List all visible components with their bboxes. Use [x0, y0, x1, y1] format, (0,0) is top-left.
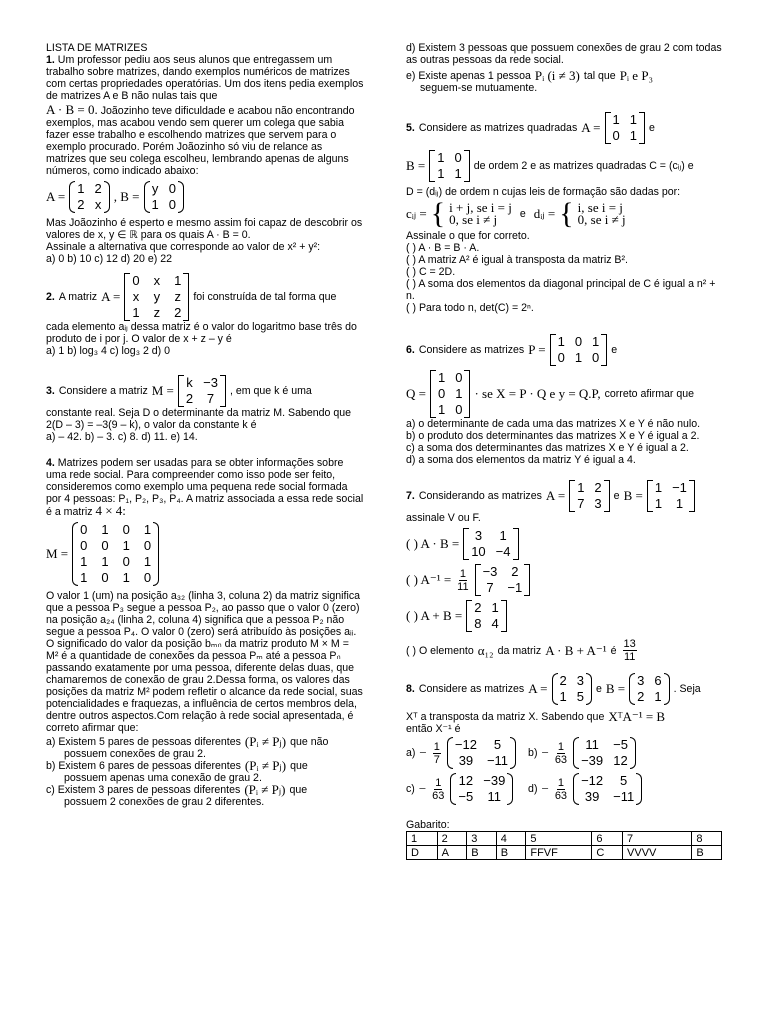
q4-text: 4. Matrizes podem ser usadas para se obter informações sobre uma rede social. Para compreender como isso pode ser feito, consideremos como exemplo uma pequena rede social formada por 4 pessoas: P₁, P₂, P₃, P₄. A matriz associada a essa rede social é a matriz 4 × 4:: [46, 457, 364, 518]
q6-head: 6. Considere as matrizes P = 1 0 1 0 1 0 e: [406, 334, 618, 365]
q7-item-1: ( ) A · B = 3 1 10 −4: [406, 528, 724, 560]
q5-head: 5. Considere as matrizes quadradas A = 1 1 0 1 e: [406, 112, 655, 143]
q4-matrix-M: 0 1 0 1 0 0 1 0 1 1 0 1 1 0 1 0: [72, 522, 159, 586]
q3-options: a) – 42. b) – 3. c) 8. d) 11. e) 14.: [46, 431, 198, 443]
q3-head: 3. Considere a matriz M = k −3 2 7 , em que k é uma: [46, 375, 312, 406]
q5-item-1: ( ) A · B = B · A.: [406, 242, 480, 254]
q5-matrix-A: 1 1 0 1: [605, 112, 645, 144]
q1-text4: Assinale a alternativa que corresponde ao valor de x² + y²:: [46, 241, 321, 253]
q3-matrix-M: k −3 2 7: [178, 375, 226, 407]
q6-option-b: b) o produto dos determinantes das matrizes X e Y é igual a 2.: [406, 430, 700, 442]
q7-matrix-A: 1 2 7 3: [569, 480, 609, 512]
q2-head: 2. A matriz A = 0 x 1 x y z 1 z 2 foi construída de tal forma que: [46, 273, 337, 320]
q5-item-3: ( ) C = 2D.: [406, 266, 456, 278]
gabarito-answer-row: D A B B FFVF C VVVV B: [407, 846, 722, 860]
q4-matrix-row: M = 0 1 0 1 0 0 1 0 1 1 0 1 1 0 1 0: [46, 522, 364, 586]
q5-ask: Assinale o que for correto.: [406, 230, 530, 242]
q4-option-a: a) Existem 5 pares de pessoas diferentes (Pᵢ ≠ Pⱼ) que não possuem conexões de grau 2.: [46, 734, 329, 760]
list-title: LISTA DE MATRIZES: [46, 42, 148, 54]
q6-option-d: d) a soma dos elementos da matriz Y é igual a 4.: [406, 454, 636, 466]
q2-options: a) 1 b) log₃ 4 c) log₃ 2 d) 0: [46, 345, 171, 357]
q8-head: 8. Considere as matrizes A = 2 3 1 5 e B = 3 6 2 1 . Seja: [406, 673, 701, 704]
q6-option-c: c) a soma dos determinantes das matrizes X e Y é igual a 2.: [406, 442, 689, 454]
gabarito-table: [406, 831, 722, 860]
q8-text1: Xᵀ a transposta da matriz X. Sabendo que XᵀA⁻¹ = B: [406, 709, 666, 724]
q2-text: cada elemento aᵢⱼ dessa matriz é o valor do logaritmo base três do produto de i por j. O valor de x + z – y é: [46, 321, 357, 345]
q8-text2: então X⁻¹ é: [406, 723, 461, 735]
q8-option-b: b) − $\frac{1}{63}$ 11 −5 −39 12: [528, 737, 642, 769]
q5-laws: cᵢⱼ = { i + j, se i = j 0, se i ≠ j e dᵢⱼ = { i, se i = j 0, se i ≠ j: [406, 197, 626, 230]
q6-matrix-P: 1 0 1 0 1 0: [550, 334, 608, 366]
q5-item-2: ( ) A matriz A² é igual à transposta da matriz B².: [406, 254, 628, 266]
gabarito-title: Gabarito:: [406, 819, 450, 831]
q1-matrices: A = 1 2 2 x , B = y 0 1 0: [46, 181, 364, 213]
q8-options: [406, 737, 724, 805]
q4-option-e-cont: seguem-se mutuamente.: [420, 82, 538, 94]
q5-item-5: ( ) Para todo n, det(C) = 2ⁿ.: [406, 302, 534, 314]
q1-options: a) 0 b) 10 c) 12 d) 20 e) 22: [46, 253, 173, 265]
gabarito-header-row: 1 2 3 4 5 6 7 8: [407, 832, 722, 846]
q1-matrix-B: y 0 1 0: [144, 181, 184, 213]
q8-matrix-B: 3 6 2 1: [629, 673, 669, 705]
q5-text2: D = (dᵢⱼ) de ordem n cujas leis de formação são dadas por:: [406, 186, 681, 198]
q4-option-e: e) Existe apenas 1 pessoa Pᵢ (i ≠ 3) tal que Pᵢ e P₃: [406, 68, 654, 83]
q1-matrix-A: 1 2 2 x: [69, 181, 109, 213]
q3-text: constante real. Seja D o determinante da matriz M. Sabendo que 2(D – 3) = –3(9 – k), o valor da constante k é: [46, 407, 352, 431]
q6-option-a: a) o determinante de cada uma das matrizes X e Y é não nulo.: [406, 418, 701, 430]
left-column: [46, 42, 364, 808]
q1-text: 1. Um professor pediu aos seus alunos que entregassem um trabalho sobre matrizes, dando exemplos numéricos de matrizes com certas propriedades operatórias. Um dos itens pedia exemplos de matrizes A e B não nulas tais que: [46, 54, 364, 102]
q7-item-3: ( ) A + B = 2 1 8 4: [406, 600, 724, 632]
q2-matrix-A: 0 x 1 x y z 1 z 2: [124, 273, 189, 321]
q7-item-2: ( ) A⁻¹ = $\frac{1}{11}$ −3 2 7 −1: [406, 564, 724, 596]
q8-option-a: a) − $\frac{1}{7}$ −12 5 39 −11: [406, 737, 516, 769]
q4-text2: O valor 1 (um) na posição a₃₂ (linha 3, coluna 2) da matriz significa que a pessoa P₃ segue a pessoa P₂, ao passo que o valor 0 (zero) na posição a₂₄ (linha 2, coluna 4) significa que a pessoa P₂ não segue a pessoa P₄. O valor 0 (zero) será atribuído às posições aᵢᵢ. O significado do valor da posição bₘₙ da matriz produto M × M = M² é a quantidade de conexões da pessoa Pₘ até a pessoa Pₙ passando exatamente por uma pessoa, diferente delas duas, que chamaremos de conexão de grau 2.Dessa forma, os valores das posições da matriz M² podem refletir o alcance da rede social, suas potencialidades e fraquezas, a influência de certos membros dela, dentre outros aspectos.Com relação à rede social apresentada, é correto afirmar que:: [46, 590, 363, 734]
q8-matrix-A: 2 3 1 5: [552, 673, 592, 705]
q8-option-d: d) − $\frac{1}{63}$ −12 5 39 −11: [528, 773, 642, 805]
q4-option-c: c) Existem 3 pares de pessoas diferentes (Pᵢ ≠ Pⱼ) que possuem 2 conexões de grau 2 diferentes.: [46, 782, 308, 808]
q5-B-row: B = 1 0 1 1 de ordem 2 e as matrizes quadradas C = (cᵢⱼ) e: [406, 150, 694, 181]
q5-item-4: ( ) A soma dos elementos da diagonal principal de C é igual a n² + n.: [406, 278, 716, 302]
q4-option-b: b) Existem 6 pares de pessoas diferentes (Pᵢ ≠ Pⱼ) que possuem apenas uma conexão de grau 2.: [46, 758, 308, 784]
q8-option-c: c) − $\frac{1}{63}$ 12 −39 −5 11: [406, 773, 516, 805]
q7-ask: assinale V ou F.: [406, 512, 481, 524]
right-column: [406, 42, 724, 860]
q7-item-4: ( ) O elemento α₁₂ da matriz A · B + A⁻¹ é $\frac{13}{11}$: [406, 638, 636, 663]
q1-eq: A · B = 0.: [46, 102, 98, 117]
q7-matrix-B: 1 −1 1 1: [647, 480, 695, 512]
q6-Q-row: Q = 1 0 0 1 1 0 · se X = P · Q e y = Q.P, correto afirmar que: [406, 370, 695, 417]
q1-cont: A · B = 0. Joãozinho teve dificuldade e acabou não encontrando exemplos, mas acabou vendo sem querer um colega que sabia fazer esse trabalho e escolhendo matrizes que servem para o exemplo procurado. Porém Joãozinho só viu de relance as matrizes que seu colega escolheu, lembrando apenas de alguns números, como indicado abaixo:: [46, 102, 355, 177]
q5-matrix-B: 1 0 1 1: [429, 150, 469, 182]
q1-text3: Mas Joãozinho é esperto e mesmo assim foi capaz de descobrir os valores de x, y ∈ ℝ para os quais A · B = 0.: [46, 217, 363, 241]
q4-option-d: d) Existem 3 pessoas que possuem conexões de grau 2 com todas as outras pessoas da rede social.: [406, 42, 722, 66]
q7-head: 7. Considerando as matrizes A = 1 2 7 3 e B = 1 −1 1 1: [406, 480, 724, 512]
q6-matrix-Q: 1 0 0 1 1 0: [430, 370, 470, 418]
